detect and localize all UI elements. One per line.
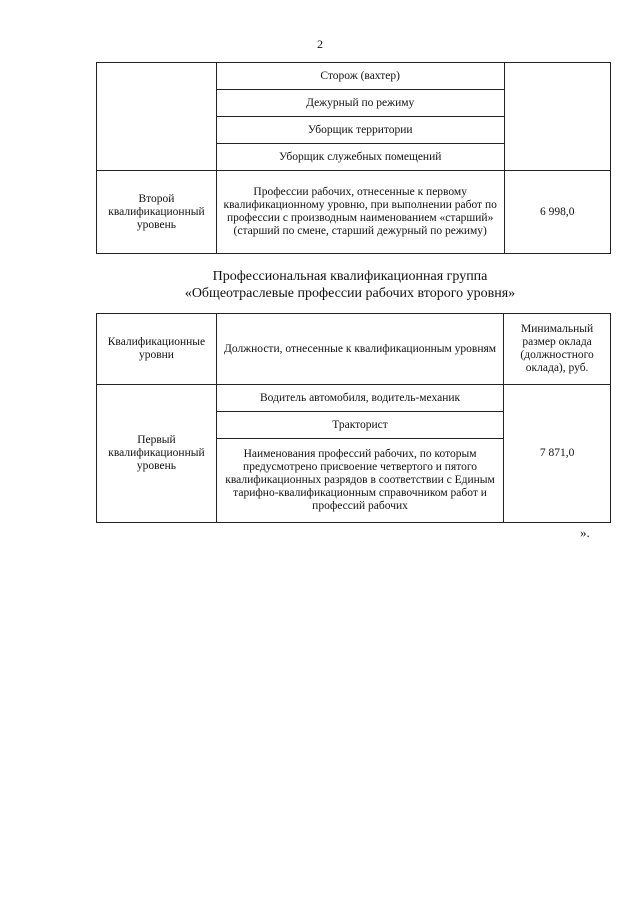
position-cell: Тракторист bbox=[216, 412, 503, 439]
salary-cell: 6 998,0 bbox=[504, 171, 610, 254]
position-cell: Водитель автомобиля, водитель-механик bbox=[216, 385, 503, 412]
position-cell: Сторож (вахтер) bbox=[216, 63, 504, 90]
position-cell: Наименования профессий рабочих, по которым предусмотрено присвоение четвертого и пятого квалификационных разрядов в соответствии с Единым тарифно-квалификационным справочником работ и профессий рабочих bbox=[216, 439, 503, 523]
group-title bbox=[0, 268, 640, 302]
page-number: 2 bbox=[317, 37, 323, 51]
header-salary: Минимальный размер оклада (должностного оклада), руб. bbox=[504, 314, 611, 385]
position-description-cell: Профессии рабочих, отнесенные к первому квалификационному уровню, при выполнении работ по профессии с производным наименованием «старший» (старший по смене, старший дежурный по режиму) bbox=[216, 171, 504, 254]
empty-salary-cell bbox=[504, 63, 610, 171]
closing-quote: ». bbox=[580, 525, 590, 540]
group-title-line-1: Профессиональная квалификационная группа bbox=[212, 269, 488, 284]
position-cell: Уборщик территории bbox=[216, 117, 504, 144]
qualification-level-cell: Первый квалификационный уровень bbox=[97, 385, 217, 523]
position-cell: Дежурный по режиму bbox=[216, 90, 504, 117]
continuation-table bbox=[96, 62, 611, 254]
header-positions: Должности, отнесенные к квалификационным уровням bbox=[216, 314, 503, 385]
empty-level-cell bbox=[97, 63, 217, 171]
group-title-line-2: «Общеотраслевые профессии рабочих второго уровня» bbox=[184, 286, 516, 301]
qualification-table bbox=[96, 313, 611, 523]
header-levels: Квалификационные уровни bbox=[97, 314, 217, 385]
position-cell: Уборщик служебных помещений bbox=[216, 144, 504, 171]
salary-cell: 7 871,0 bbox=[504, 385, 611, 523]
qualification-level-cell: Второй квалификационный уровень bbox=[97, 171, 217, 254]
